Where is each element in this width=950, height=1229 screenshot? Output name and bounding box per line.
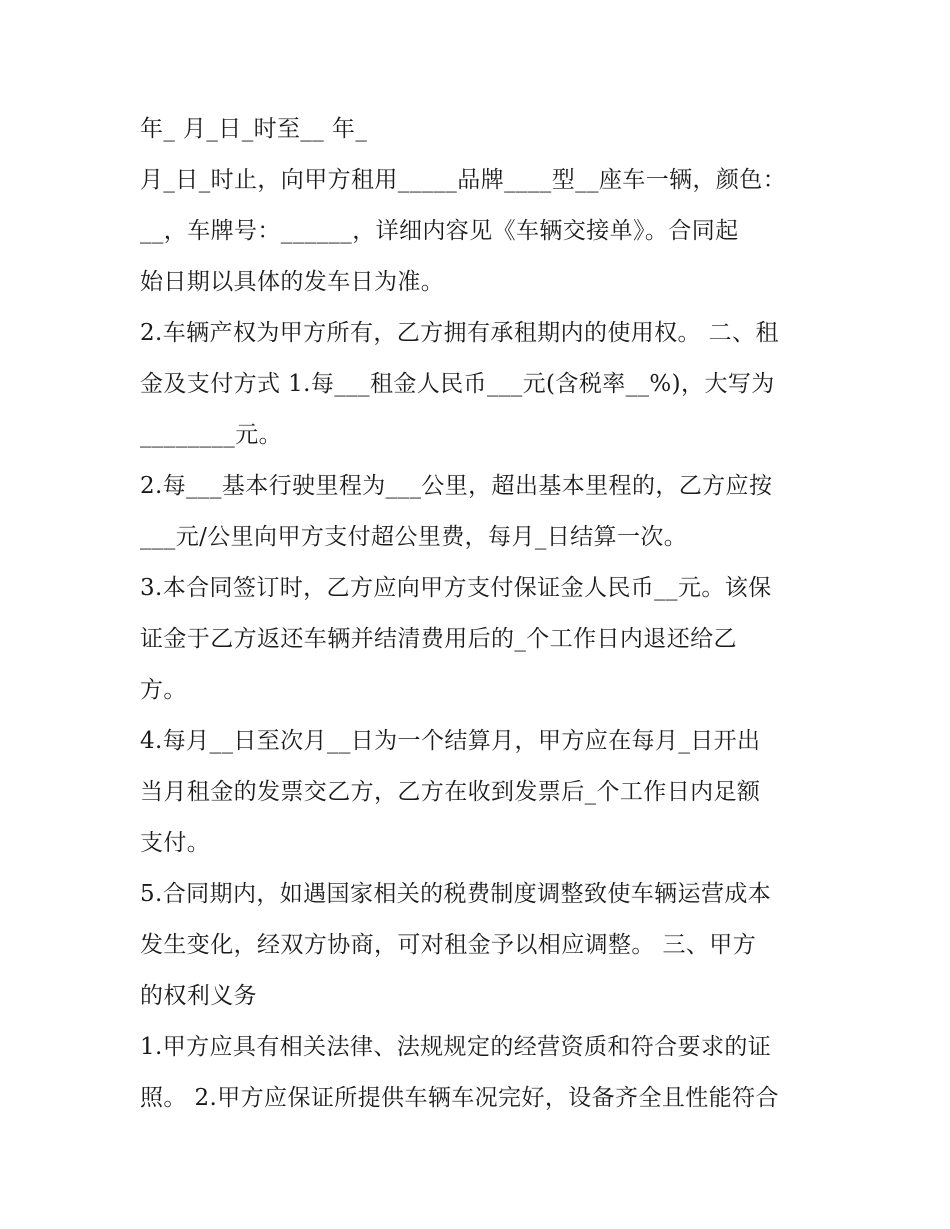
text-line: 月_日_时止，向甲方租用_____品牌____型__座车一辆，颜色： [140,167,787,193]
text-line: 照。 2.甲方应保证所提供车辆车况完好，设备齐全且性能符合 [140,1085,779,1111]
text-line: 金及支付方式 1.每___租金人民币___元(含税率__%)，大写为 [140,371,775,397]
text-line: 证金于乙方返还车辆并结清费用后的_个工作日内退还给乙 [140,626,737,652]
text-line: 2.车辆产权为甲方所有，乙方拥有承租期内的使用权。 二、租 [140,320,779,346]
text-line: 发生变化，经双方协商，可对租金予以相应调整。 三、甲方 [140,932,757,958]
text-line: 当月租金的发票交乙方，乙方在收到发票后_个工作日内足额 [140,779,761,805]
text-line: 支付。 [140,830,211,856]
text-line: ___元/公里向甲方支付超公里费，每月_日结算一次。 [140,524,688,550]
text-line: ________元。 [140,422,282,448]
text-line: __，车牌号：______，详细内容见《车辆交接单》。合同起 [140,218,739,244]
text-line: 2.每___基本行驶里程为___公里，超出基本里程的，乙方应按 [140,473,773,499]
text-line: 方。 [140,677,187,703]
text-line: 始日期以具体的发车日为准。 [140,269,445,295]
contract-text [140,107,820,1127]
text-line: 3.本合同签订时，乙方应向甲方支付保证金人民币__元。该保 [140,575,772,601]
text-line: 的权利义务 [140,983,257,1009]
text-line: 4.每月__日至次月__日为一个结算月，甲方应在每月_日开出 [140,728,761,754]
text-line: 1.甲方应具有相关法律、法规规定的经营资质和符合要求的证 [140,1034,772,1060]
text-line: 5.合同期内，如遇国家相关的税费制度调整致使车辆运营成本 [140,881,772,907]
text-line: 年_ 月_日_时至__ 年_ [140,116,368,142]
